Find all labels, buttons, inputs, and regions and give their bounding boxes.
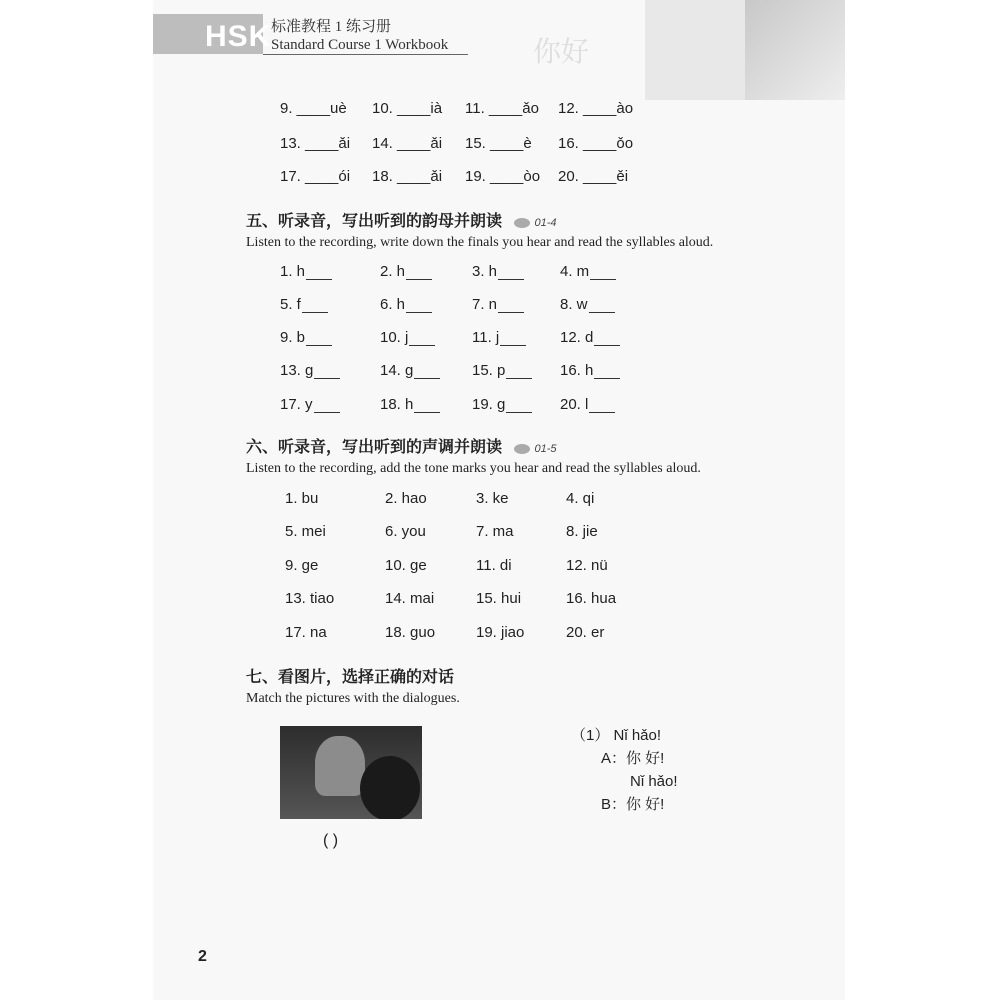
exercise-item: 13. ____ǎi (280, 135, 351, 152)
exercise-item: 13. g (280, 362, 314, 379)
audio-track-id: 01-5 (534, 443, 557, 455)
exercise-item: 1. h (280, 263, 306, 280)
audio-track[interactable] (514, 443, 556, 455)
section-5-instruction: Listen to the recording, write down the finals you hear and read the syllables aloud. (246, 235, 714, 250)
header-rule (263, 54, 468, 55)
workbook-page (153, 0, 845, 1000)
exercise-item[interactable]: 2. hao (385, 490, 427, 507)
answer-blank[interactable] (506, 398, 532, 413)
exercise-item: 17. y (280, 396, 313, 413)
exercise-item: 19. g (472, 396, 506, 413)
dialogue-line: （1） Nǐ hǎo! (571, 727, 662, 744)
header-ghost-text: 你好 (533, 35, 590, 68)
exercise-item: 19. ____òo (465, 168, 541, 185)
answer-blank[interactable] (589, 298, 615, 313)
exercise-item[interactable]: 3. ke (476, 490, 509, 507)
exercise-item[interactable]: 14. mai (385, 590, 435, 607)
exercise-item: 3. h (472, 263, 498, 280)
section-5-title: 五、听录音，写出听到的韵母并朗读 (246, 211, 503, 230)
answer-blank[interactable] (414, 398, 440, 413)
exercise-item: 8. w (560, 296, 588, 313)
section-6-instruction: Listen to the recording, add the tone marks you hear and read the syllables aloud. (246, 461, 701, 476)
exercise-item: 14. ____ǎi (372, 135, 443, 152)
answer-blank[interactable] (314, 398, 340, 413)
book-title (271, 18, 448, 54)
exercise-item: 5. f (280, 296, 301, 313)
dialogue-block (571, 724, 678, 816)
exercise-item[interactable]: 20. er (566, 624, 605, 641)
exercise-item[interactable]: 5. mei (285, 523, 326, 540)
answer-blank[interactable] (409, 331, 435, 346)
hsk-badge-label: HSK (205, 20, 272, 53)
answer-blank[interactable] (506, 364, 532, 379)
exercise-item: 18. h (380, 396, 414, 413)
audio-track[interactable] (514, 217, 556, 229)
exercise-item[interactable]: 4. qi (566, 490, 595, 507)
exercise-item[interactable]: 11. di (476, 557, 512, 574)
answer-blank[interactable] (414, 364, 440, 379)
exercise-item[interactable]: 7. ma (476, 523, 514, 540)
section-7-instruction: Match the pictures with the dialogues. (246, 691, 460, 706)
exercise-item: 20. l (560, 396, 589, 413)
exercise-item: 12. d (560, 329, 594, 346)
answer-blank[interactable] (306, 265, 332, 280)
section-7-title: 七、看图片，选择正确的对话 (246, 667, 455, 686)
answer-blank[interactable] (594, 364, 620, 379)
dialogue-line: Nǐ hǎo! (630, 773, 678, 790)
audio-track-id: 01-4 (534, 217, 557, 229)
exercise-item[interactable]: 10. ge (385, 557, 427, 574)
answer-blank[interactable] (406, 298, 432, 313)
answer-blank[interactable] (500, 331, 526, 346)
exercise-item: 14. g (380, 362, 414, 379)
exercise-item: 15. ____è (465, 135, 532, 152)
answer-blank[interactable] (498, 265, 524, 280)
section-5-heading (246, 208, 713, 251)
book-title-en: Standard Course 1 Workbook (271, 37, 449, 53)
exercise-item: 16. h (560, 362, 594, 379)
exercise-item[interactable]: 6. you (385, 523, 426, 540)
answer-blank[interactable] (306, 331, 332, 346)
cd-icon (514, 218, 530, 228)
exercise-item: 9. b (280, 329, 306, 346)
answer-blank[interactable] (302, 298, 328, 313)
answer-blank[interactable] (594, 331, 620, 346)
dialogue-line: B：你 好! (601, 796, 665, 813)
exercise-item: 11. ____ǎo (465, 100, 539, 117)
exercise-item: 20. ____ěi (558, 168, 629, 185)
exercise-item[interactable]: 17. na (285, 624, 327, 641)
answer-blank[interactable] (406, 265, 432, 280)
answer-blank[interactable] (589, 398, 615, 413)
exercise-item: 4. m (560, 263, 590, 280)
exercise-item[interactable]: 18. guo (385, 624, 436, 641)
exercise-item[interactable]: 15. hui (476, 590, 522, 607)
answer-blank[interactable] (590, 265, 616, 280)
exercise-item: 11. j (472, 329, 500, 346)
exercise-item: 17. ____ói (280, 168, 351, 185)
exercise-item[interactable]: 12. nü (566, 557, 608, 574)
cd-icon (514, 444, 530, 454)
answer-blank[interactable] (314, 364, 340, 379)
book-title-cn: 标准教程 1 练习册 (271, 19, 392, 35)
exercise-item[interactable]: 13. tiao (285, 590, 335, 607)
exercise-item: 16. ____ǒo (558, 135, 634, 152)
section-7-heading (246, 664, 460, 707)
photo-figure (360, 756, 420, 819)
answer-bracket[interactable]: ( ) (323, 832, 339, 849)
exercise-item[interactable]: 8. jie (566, 523, 598, 540)
header-photo (745, 0, 845, 100)
page-number: 2 (198, 948, 207, 965)
exercise-item: 15. p (472, 362, 506, 379)
exercise-item[interactable]: 9. ge (285, 557, 319, 574)
exercise-item: 10. ____ià (372, 100, 443, 117)
exercise-item: 2. h (380, 263, 406, 280)
dialogue-line: A：你 好! (601, 750, 665, 767)
exercise-item[interactable]: 1. bu (285, 490, 319, 507)
exercise-item: 12. ____ào (558, 100, 634, 117)
exercise-item: 10. j (380, 329, 409, 346)
section-6-heading (246, 434, 701, 477)
dialogue-photo (280, 726, 422, 819)
exercise-item: 6. h (380, 296, 406, 313)
section-6-title: 六、听录音，写出听到的声调并朗读 (246, 437, 503, 456)
exercise-item: 7. n (472, 296, 498, 313)
photo-figure (315, 736, 365, 796)
exercise-item[interactable]: 19. jiao (476, 624, 525, 641)
answer-blank[interactable] (498, 298, 524, 313)
exercise-item: 9. ____uè (280, 100, 347, 117)
exercise-item: 18. ____ǎi (372, 168, 443, 185)
exercise-item[interactable]: 16. hua (566, 590, 617, 607)
